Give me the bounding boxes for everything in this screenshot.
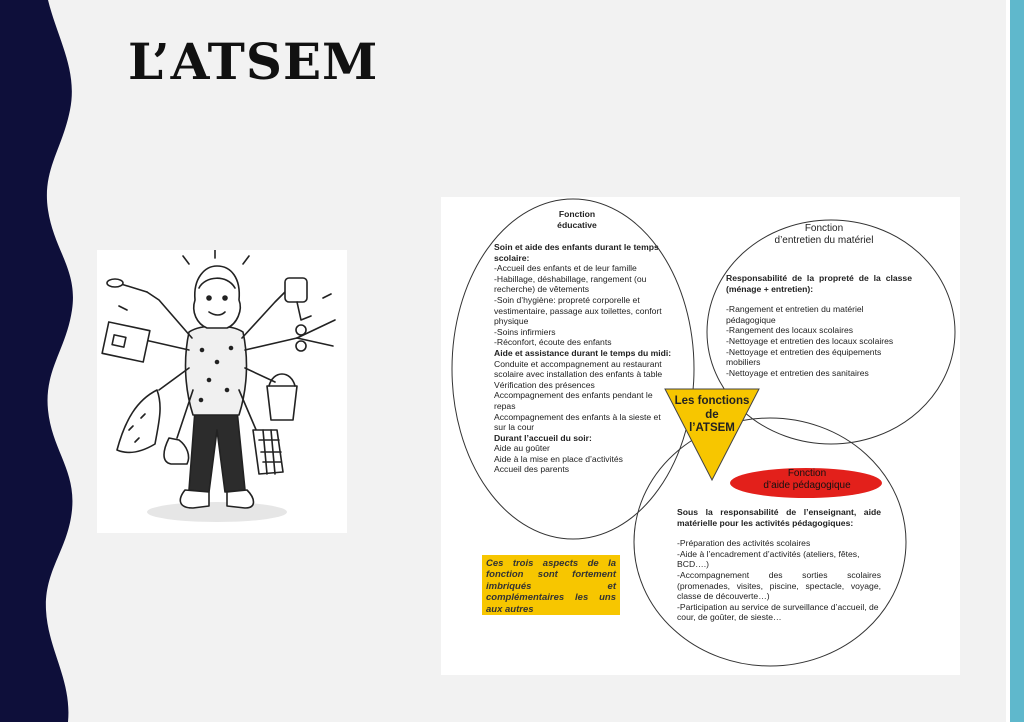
educative-heading-2: Aide et assistance durant le temps du midi:: [494, 347, 672, 358]
entretien-heading: Responsabilité de la propreté de la classe (ménage + entretien):: [726, 273, 912, 294]
entretien-title: Fonction d’entretien du matériel: [774, 223, 874, 246]
atsem-functions-diagram: [441, 197, 960, 675]
entretien-body: Responsabilité de la propreté de la classe (ménage + entretien): -Rangement et entretien du matériel pédagogique -Rangement des locaux scolaires -Nettoyage et entretien des locaux scolaires -Nettoyage et entretien des équipements mobiliers -Nettoyage et entretien des sanitaires: [726, 273, 912, 378]
educative-heading-1: Soin et aide des enfants durant le temps scolaire:: [494, 242, 659, 263]
pedagogique-title: Fonction d’aide pédagogique: [763, 468, 851, 491]
left-wavy-band: [0, 0, 80, 722]
educative-heading-3: Durant l’accueil du soir:: [494, 432, 592, 443]
complementarity-note: Ces trois aspects de la fonction sont fortement imbriqués et complémentaires les uns aux autres: [482, 555, 620, 615]
atsem-drawing-icon: [97, 250, 347, 533]
multi-armed-atsem-illustration: [97, 250, 347, 533]
center-label: Les fonctions de l’ATSEM: [674, 395, 750, 434]
educative-body: Soin et aide des enfants durant le temps scolaire: -Accueil des enfants et de leur famille -Habillage, déshabillage, rangement (ou recherche) de vêtements -Soin d’hygiène: propreté corporelle et vestimentaire, passage aux toilettes, confort physique -Soins infirmiers -Réconfort, écoute des enfants Aide et assistance durant le temps du midi: Conduite et accompagnement au restaurant scolaire avec installation des enfants à table Vérification des présences Accompagnement des enfants pendant le repas Accompagnement des enfants à la sieste et sur la cour Durant l’accueil du soir: Aide au goûter Aide à la mise en place d’activités Accueil des parents: [494, 242, 674, 475]
slide-title: L’ATSEM: [128, 32, 379, 91]
educative-title: Fonction éducative: [557, 209, 597, 230]
pedagogique-body: Sous la responsabilité de l’enseignant, aide matérielle pour les activités pédagogiques: -Préparation des activités scolaires -Aide à l’encadrement d’activités (ateliers, fêtes, BCD….) -Accompagnement des sorties scolaires (promenades, visites, piscine, spectacle, voyage, classe de découverte…) -Participation au service de surveillance d’accueil, de cour, de goûter, de sieste…: [677, 507, 881, 623]
pedagogique-heading: Sous la responsabilité de l’enseignant, aide matérielle pour les activités pédagogiques:: [677, 507, 881, 528]
right-accent-band: [1010, 0, 1024, 722]
